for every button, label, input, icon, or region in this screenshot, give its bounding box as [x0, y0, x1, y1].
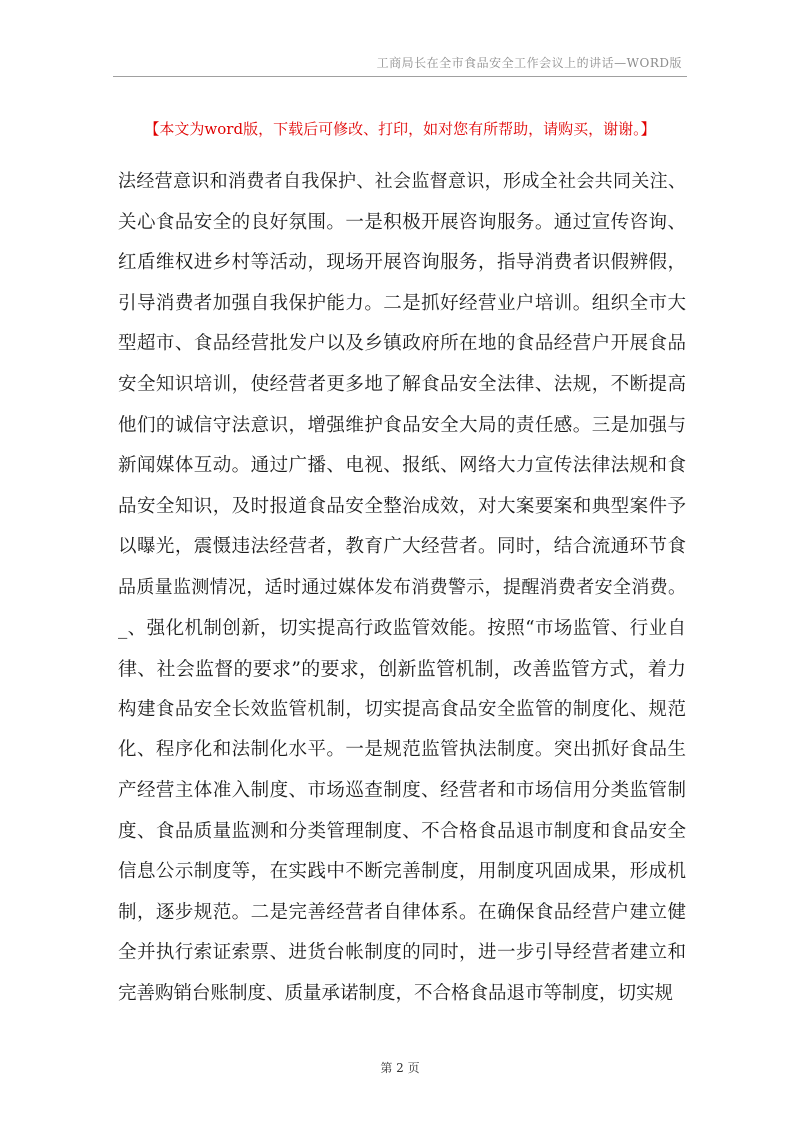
body-line: 品安全知识，及时报道食品安全整治成效，对大案要案和典型案件予 [118, 495, 686, 517]
body-line: 红盾维权进乡村等活动，现场开展咨询服务，指导消费者识假辨假， [118, 252, 686, 274]
body-line: 法经营意识和消费者自我保护、社会监督意识，形成全社会共同关注、 [118, 171, 686, 192]
document-body [118, 162, 686, 1014]
body-line: 信息公示制度等，在实践中不断完善制度，用制度巩固成果，形成机 [118, 861, 686, 883]
body-line: 化、程序化和法制化水平。一是规范监管执法制度。突出抓好食品生 [118, 739, 686, 761]
body-line: 引导消费者加强自我保护能力。二是抓好经营业户培训。组织全市大 [118, 292, 686, 314]
page-number: 第 2 页 [380, 1061, 420, 1075]
body-line: 构建食品安全长效监管机制，切实提高食品安全监管的制度化、规范 [118, 698, 686, 720]
body-line: 制，逐步规范。二是完善经营者自律体系。在确保食品经营户建立健 [118, 901, 686, 923]
body-line: 安全知识培训，使经营者更多地了解食品安全法律、法规，不断提高 [118, 373, 686, 395]
header-divider [113, 76, 687, 77]
body-line: 度、食品质量监测和分类管理制度、不合格食品退市制度和食品安全 [118, 820, 686, 842]
body-line: _、强化机制创新，切实提高行政监管效能。按照“市场监管、行业自 [118, 617, 686, 639]
body-line: 律、社会监督的要求”的要求，创新监管机制，改善监管方式，着力 [118, 658, 686, 681]
body-line: 品质量监测情况，适时通过媒体发布消费警示，提醒消费者安全消费。 [118, 576, 686, 598]
body-line: 型超市、食品经营批发户以及乡镇政府所在地的食品经营户开展食品 [118, 333, 686, 355]
body-line: 新闻媒体互动。通过广播、电视、报纸、网络大力宣传法律法规和食 [118, 455, 686, 477]
body-line: 全并执行索证索票、进货台帐制度的同时，进一步引导经营者建立和 [118, 942, 686, 964]
body-line: 他们的诚信守法意识，增强维护食品安全大局的责任感。三是加强与 [118, 414, 686, 436]
body-line: 关心食品安全的良好氛围。一是积极开展咨询服务。通过宣传咨询、 [118, 211, 686, 233]
document-header-title: 工商局长在全市食品安全工作会议上的讲话—WORD版 [376, 56, 682, 70]
download-notice: 【本文为word版，下载后可修改、打印，如对您有所帮助，请购买，谢谢。】 [144, 120, 656, 138]
body-line: 完善购销台账制度、质量承诺制度，不合格食品退市等制度，切实规 [118, 982, 674, 1004]
body-line: 产经营主体准入制度、市场巡查制度、经营者和市场信用分类监管制 [118, 779, 686, 801]
body-line: 以曝光，震慑违法经营者，教育广大经营者。同时，结合流通环节食 [118, 536, 686, 558]
